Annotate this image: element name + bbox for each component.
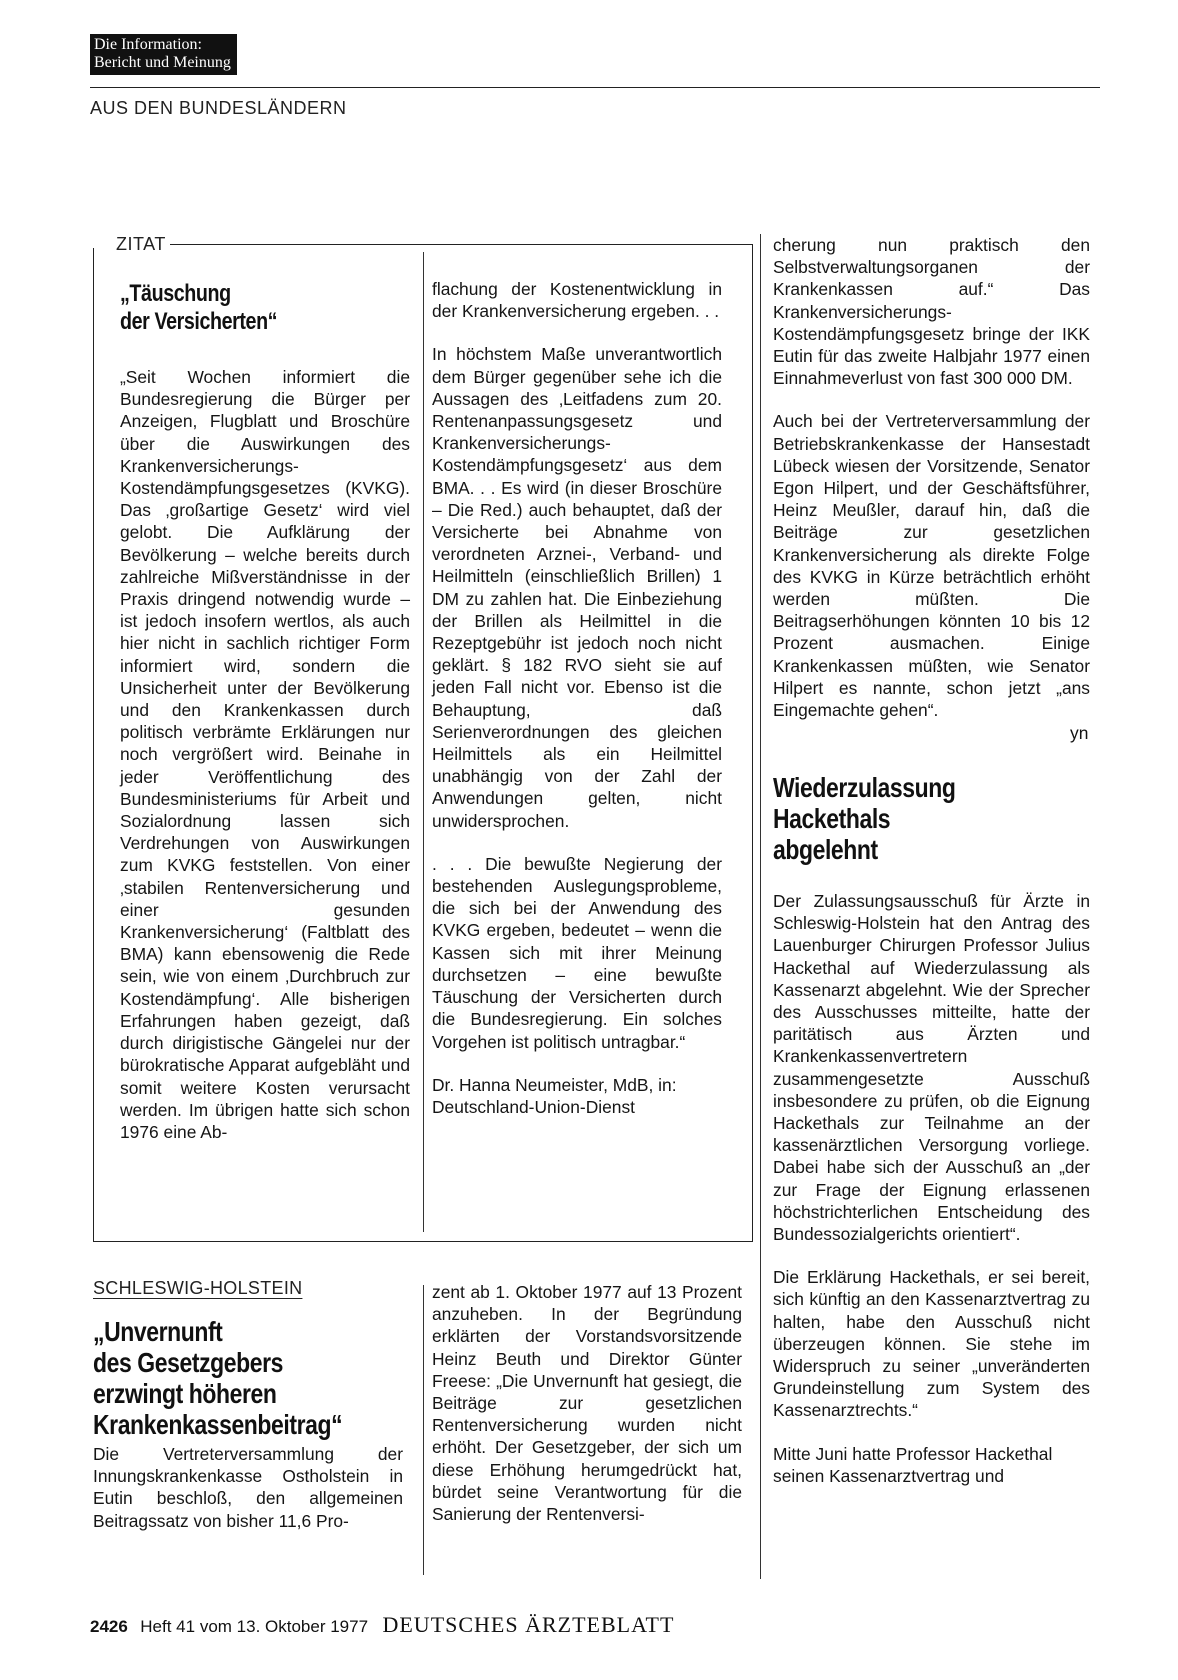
article1-column-rule <box>423 1285 424 1575</box>
zitat-col2-paragraph: In höchstem Maße unverantwortlich dem Bürger gegenüber sehe ich die Aussagen des ‚Leitfadens zum 20. Rentenanpassungsgesetz und Krankenversicherungs-Kostendämpfungsgesetz‘ aus dem BMA. . . Es wird (in dieser Broschüre – Die Red.) auch behauptet, daß der Versicherte bei Abnahme von verordneten Arznei-, Verband- und Heilmitteln (einschließlich Brillen) 1 DM zu zahlen hat. Die Einbeziehung der Brillen als Heilmittel in die Rezeptgebühr ist jedoch noch nicht geklärt. § 182 RVO sieht sie auf jeden Fall nicht vor. Ebenso ist die Behauptung, daß Serienverordnungen des gleichen Heilmittels als ein Heilmittel unabhängig von der Zahl der Anwendungen gelten, nicht unwidersprochen. <box>432 344 722 831</box>
zitat-column-2 <box>432 278 722 1118</box>
rubric-badge <box>90 34 237 75</box>
page-number: 2426 <box>90 1617 128 1636</box>
region-label: SCHLESWIG-HOLSTEIN <box>93 1278 303 1298</box>
article1-col1-paragraph: Die Vertreterversammlung der Innungskrankenkasse Ostholstein in Eutin beschloß, den allgemeinen Beitragssatz von bisher 11,6 Pro- <box>93 1444 403 1531</box>
col3-paragraph: Mitte Juni hatte Professor Hackethal seinen Kassenarztvertrag und <box>773 1443 1053 1486</box>
column-3-rule <box>760 234 761 1579</box>
column-3-bottom <box>773 890 1090 1487</box>
article2-headline-line: Wiederzulassung <box>773 772 956 803</box>
zitat-col1-paragraph: „Seit Wochen informiert die Bundesregierung die Bürger per Anzeigen, Flugblatt und Broschüre über die Auswirkungen des Krankenversicherungs-Kostendämpfungsgesetzes (KVKG). Das ‚großartige Gesetz‘ wird viel gelobt. Die Aufklärung der Bevölkerung – welche bereits durch zahlreiche Mißverständnisse in der Praxis dringend notwendig wurde – ist jedoch insofern wertlos, als auch hier nicht in sachlich richtiger Form informiert wird, sondern die Unsicherheit unter der Bevölkerung und den Krankenkassen durch politisch verbrämte Erklärungen nur noch vergrößert wird. Beinahe in jeder Veröffentlichung des Bundesministeriums für Arbeit und Sozialordnung lassen sich Verdrehungen von Auswirkungen zum KVKG feststellen. Von einer ‚stabilen Rentenversicherung und einer gesunden Krankenversicherung‘ (Faltblatt des BMA) kann ebensowenig die Rede sein, wie von einem ‚Durchbruch zur Kostendämpfung‘. Alle bisherigen Erfahrungen haben gezeigt, daß durch dirigistische Gängelei nur der bürokratische Apparat aufgebläht und somit weitere Kosten verursacht werden. Im übrigen hatte sich schon 1976 eine Ab- <box>120 367 410 1142</box>
header-rule <box>90 87 1100 88</box>
article1-headline-line: „Unvernunft <box>93 1316 223 1347</box>
zitat-source: Dr. Hanna Neumeister, MdB, in: Deutschland-Union-Dienst <box>432 1074 677 1117</box>
zitat-col2-paragraph: flachung der Kostenentwicklung in der Krankenversicherung ergeben. . . <box>432 279 722 322</box>
article2-headline-line: abgelehnt <box>773 834 878 865</box>
col3-paragraph: Der Zulassungsausschuß für Ärzte in Schleswig-Holstein hat den Antrag des Lauenburger Chirurgen Professor Julius Hackethal auf Wiederzulassung als Kassenarzt abgelehnt. Wie der Sprecher des Ausschusses mitteilte, hatte der paritätisch aus Ärzten und Krankenkassenvertretern zusammengesetzte Ausschuß insbesondere zu prüfen, ob die Eignung Hackethals zur Teilnahme an der kassenärztlichen Versorgung vorliege. Dabei habe sich der Ausschuß an „der zur Frage der Eignung erlassenen höchstrichterlichen Entscheidung des Bundessozialgerichts orientiert“. <box>773 891 1090 1245</box>
column-3-top <box>773 234 1090 721</box>
article2-headline-line: Hackethals <box>773 803 891 834</box>
col3-paragraph: cherung nun praktisch den Selbstverwaltungsorganen der Krankenkassen auf.“ Das Krankenversicherungs-Kostendämpfungsgesetz bringe der IKK Eutin für das zweite Halbjahr 1977 einen Einnahmeverlust von fast 300 000 DM. <box>773 235 1090 389</box>
zitat-column-1 <box>120 366 410 1143</box>
zitat-col2-paragraph: . . . Die bewußte Negierung der bestehenden Auslegungsprobleme, die sich bei der Anwendung des KVKG ergeben, bedeutet – wenn die Kassen sich mit ihrer Meinung durchsetzen – eine bewußte Täuschung der Versicherten durch die Bundesregierung. Ein solches Vorgehen ist politisch untragbar.“ <box>432 853 722 1052</box>
article1-headline <box>93 1316 342 1440</box>
article1-headline-line: des Gesetzgebers <box>93 1347 283 1378</box>
issue-info: Heft 41 vom 13. Oktober 1977 <box>140 1617 369 1636</box>
zitat-label: ZITAT <box>112 234 170 255</box>
article1-column-2 <box>432 1281 742 1525</box>
publication-name: DEUTSCHES ÄRZTEBLATT <box>382 1612 675 1637</box>
section-title: AUS DEN BUNDESLÄNDERN <box>90 98 347 118</box>
article1-headline-line: Krankenkassenbeitrag“ <box>93 1409 343 1440</box>
article1-col2-paragraph: zent ab 1. Oktober 1977 auf 13 Prozent anzuheben. In der Begründung erklärten der Vorstandsvorsitzende Heinz Beuth und Direktor Günter Freese: „Die Unvernunft hat gesiegt, die Beiträge zur gesetzlichen Rentenversicherung wurden nicht erhöht. Der Gesetzgeber, der sich um diese Erhöhung herumgedrückt hat, bürdet seine Verantwortung für die Sanierung der Rentenversi- <box>432 1282 742 1525</box>
col3-paragraph: Auch bei der Vertreterversammlung der Betriebskrankenkasse der Hansestadt Lübeck wiesen der Vorsitzende, Senator Egon Hilpert, und der Geschäftsführer, Heinz Meußler, darauf hin, daß die Beiträge zur gesetzlichen Krankenversicherung als direkte Folge des KVKG in Kürze beträchtlich erhöht werden müßten. Die Beitragserhöhungen könnten 10 bis 12 Prozent ausmachen. Einige Krankenkassen müßten, wie Senator Hilpert es nannte, schon jetzt „ans Eingemachte gehen“. <box>773 411 1090 721</box>
zitat-headline-line2: der Versicherten“ <box>120 308 278 335</box>
rubric-badge-line2: Bericht und Meinung <box>94 54 231 71</box>
zitat-column-rule <box>423 252 424 1232</box>
article2-headline <box>773 772 955 865</box>
article1-headline-line: erzwingt höheren <box>93 1378 277 1409</box>
author-initials: yn <box>1070 723 1089 743</box>
page-footer <box>90 1612 674 1638</box>
zitat-headline-line1: „Täuschung <box>120 280 231 307</box>
article1-column-1 <box>93 1443 403 1532</box>
rubric-badge-line1: Die Information: <box>94 36 202 53</box>
zitat-headline <box>120 280 277 336</box>
col3-paragraph: Die Erklärung Hackethals, er sei bereit, sich künftig an den Kassenarztvertrag zu halten, habe den Ausschuß nicht überzeugen können. Sie stehe im Widerspruch zu seiner „unveränderten Grundeinstellung zum System des Kassenarztrechts.“ <box>773 1267 1090 1421</box>
